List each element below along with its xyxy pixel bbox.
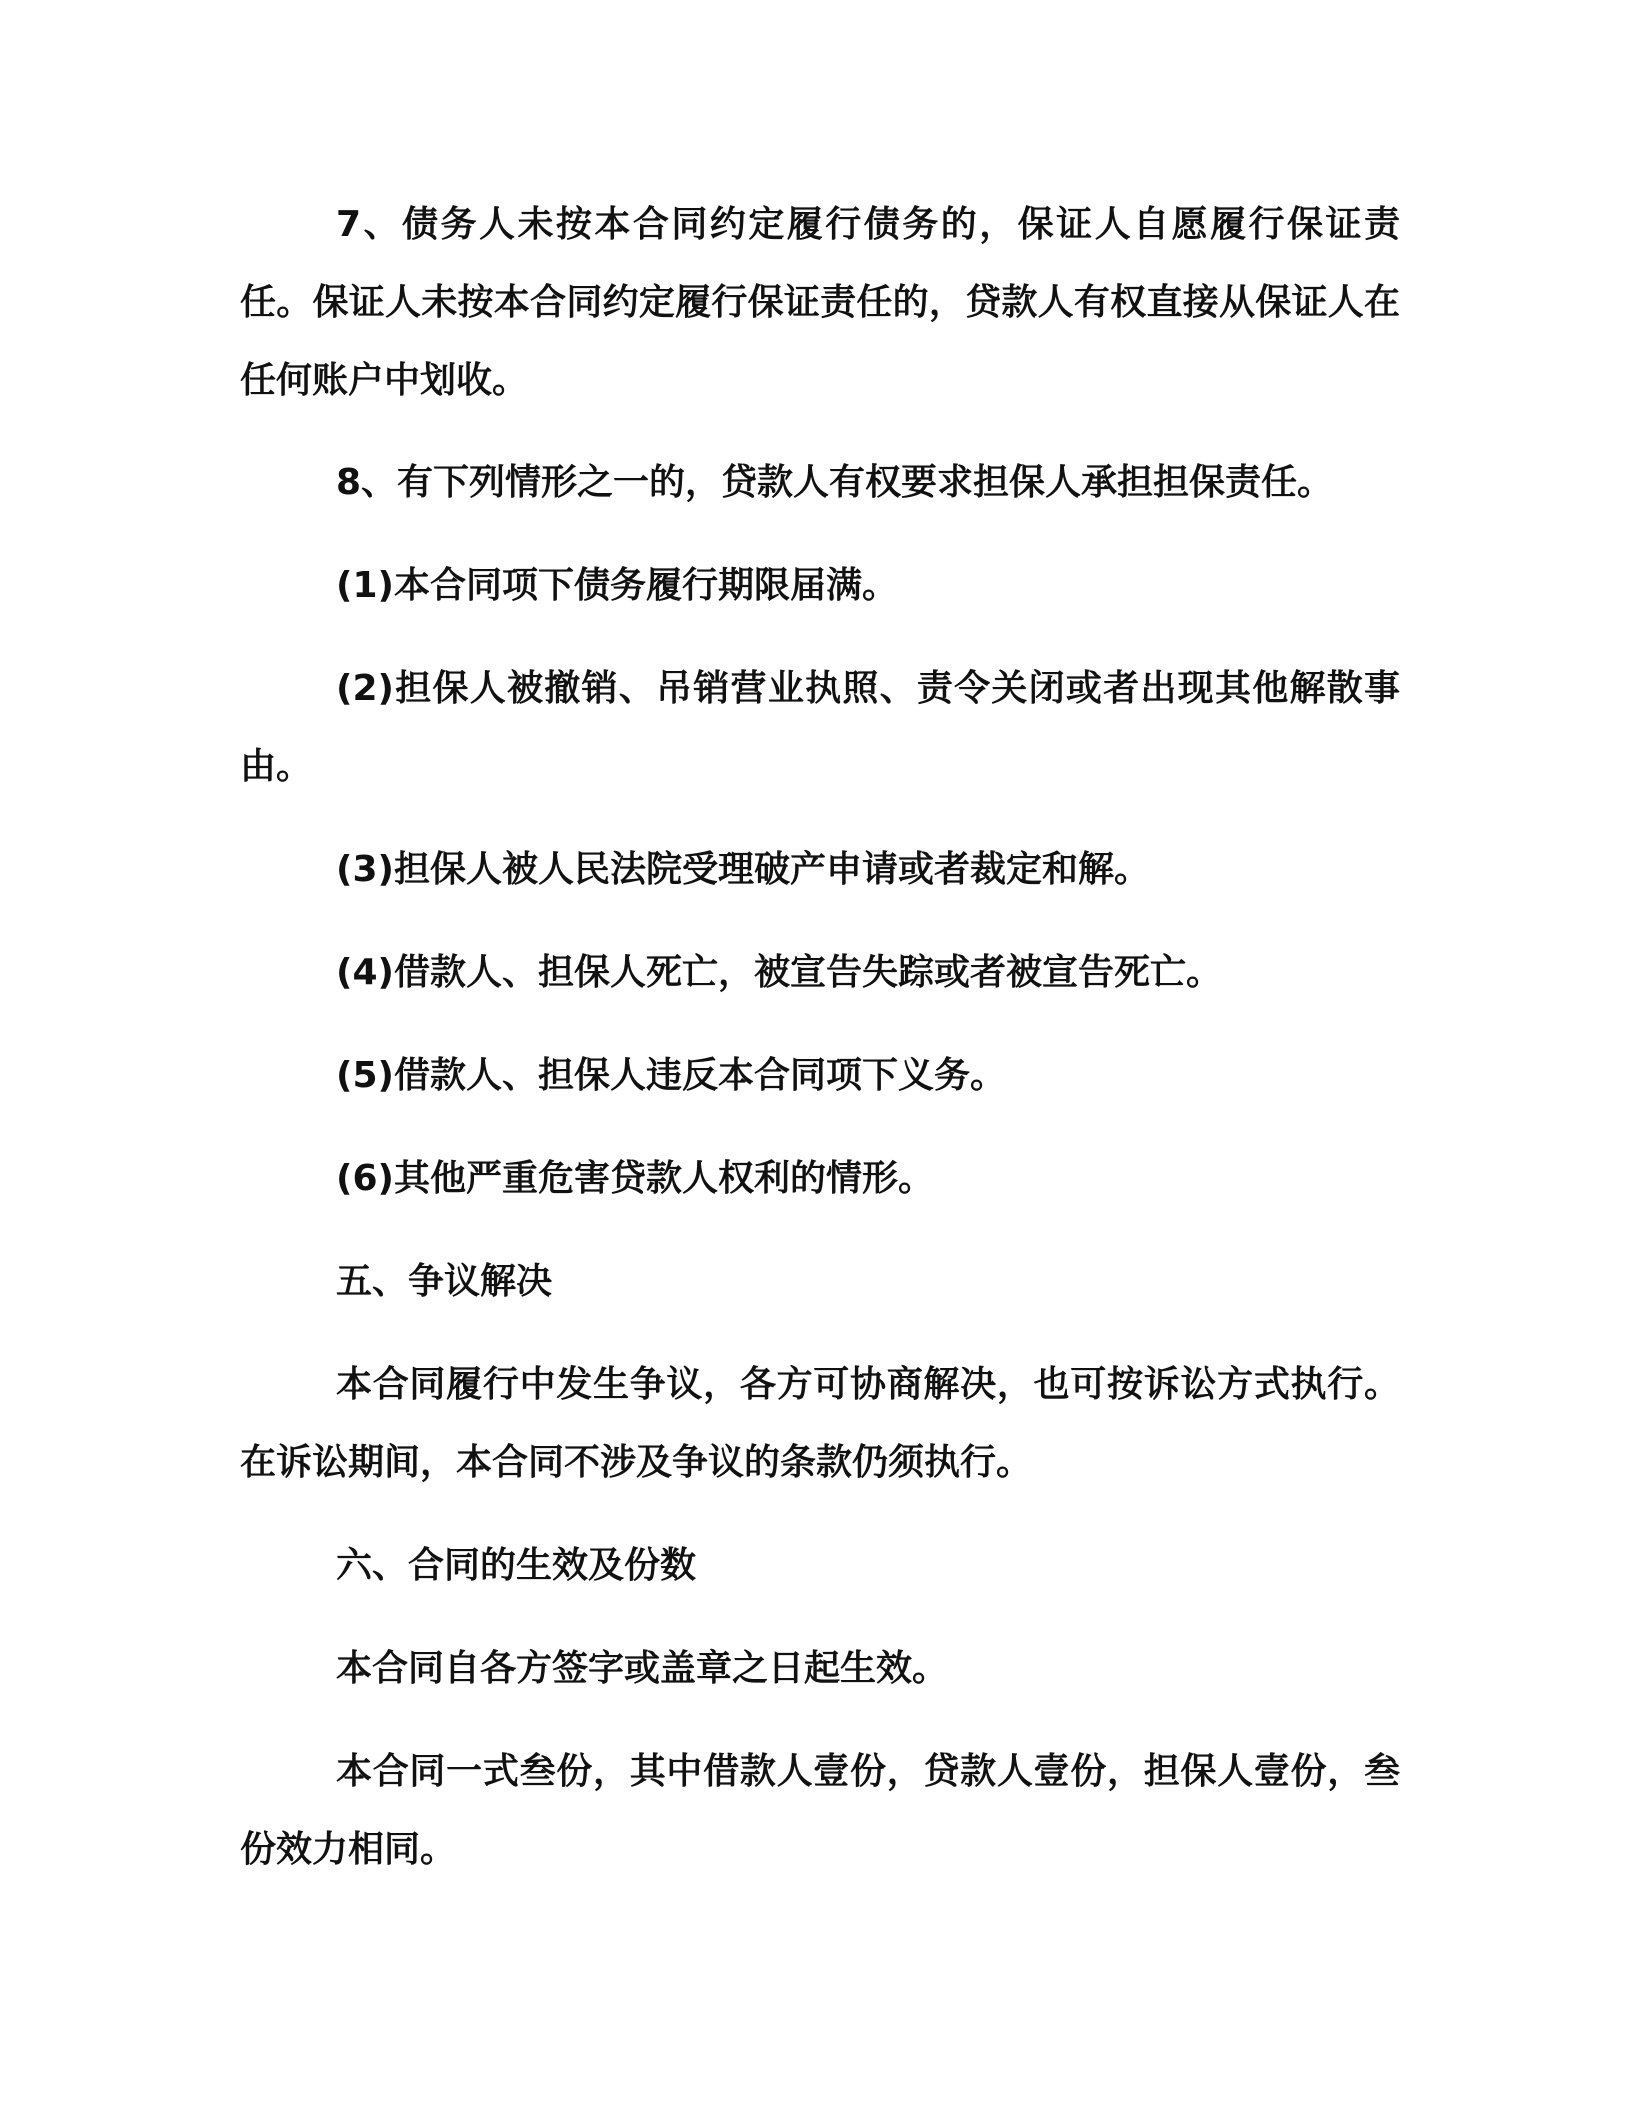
paragraph-item-6: (6)其他严重危害贷款人权利的情形。 <box>336 1158 934 1199</box>
paragraph-item-5: (5)借款人、担保人违反本合同项下义务。 <box>336 1055 1006 1096</box>
paragraph-item-4: (4)借款人、担保人死亡，被宣告失踪或者被宣告死亡。 <box>336 952 1222 993</box>
paragraph-item-2: (2)担保人被撤销、吊销营业执照、责令关闭或者出现其他解散事由。 <box>240 668 1400 787</box>
paragraph-clause-8: 8、有下列情形之一的，贷款人有权要求担保人承担担保责任。 <box>336 462 1334 503</box>
section-heading-dispute: 五、争议解决 <box>336 1261 553 1302</box>
paragraph-item-1: (1)本合同项下债务履行期限届满。 <box>336 565 898 606</box>
section-heading-effectiveness: 六、合同的生效及份数 <box>336 1545 697 1586</box>
paragraph-clause-7: 7、债务人未按本合同约定履行债务的，保证人自愿履行保证责任。保证人未按本合同约定履行保证责任的，贷款人有权直接从保证人在任何账户中划收。 <box>240 204 1400 401</box>
paragraph-copies: 本合同一式叁份，其中借款人壹份，贷款人壹份，担保人壹份，叁份效力相同。 <box>240 1751 1400 1870</box>
document-body <box>240 186 1400 1914</box>
paragraph-effective-date: 本合同自各方签字或盖章之日起生效。 <box>336 1648 949 1689</box>
paragraph-item-3: (3)担保人被人民法院受理破产申请或者裁定和解。 <box>336 849 1150 890</box>
paragraph-dispute-resolution: 本合同履行中发生争议，各方可协商解决，也可按诉讼方式执行。在诉讼期间，本合同不涉及争议的条款仍须执行。 <box>240 1364 1400 1483</box>
